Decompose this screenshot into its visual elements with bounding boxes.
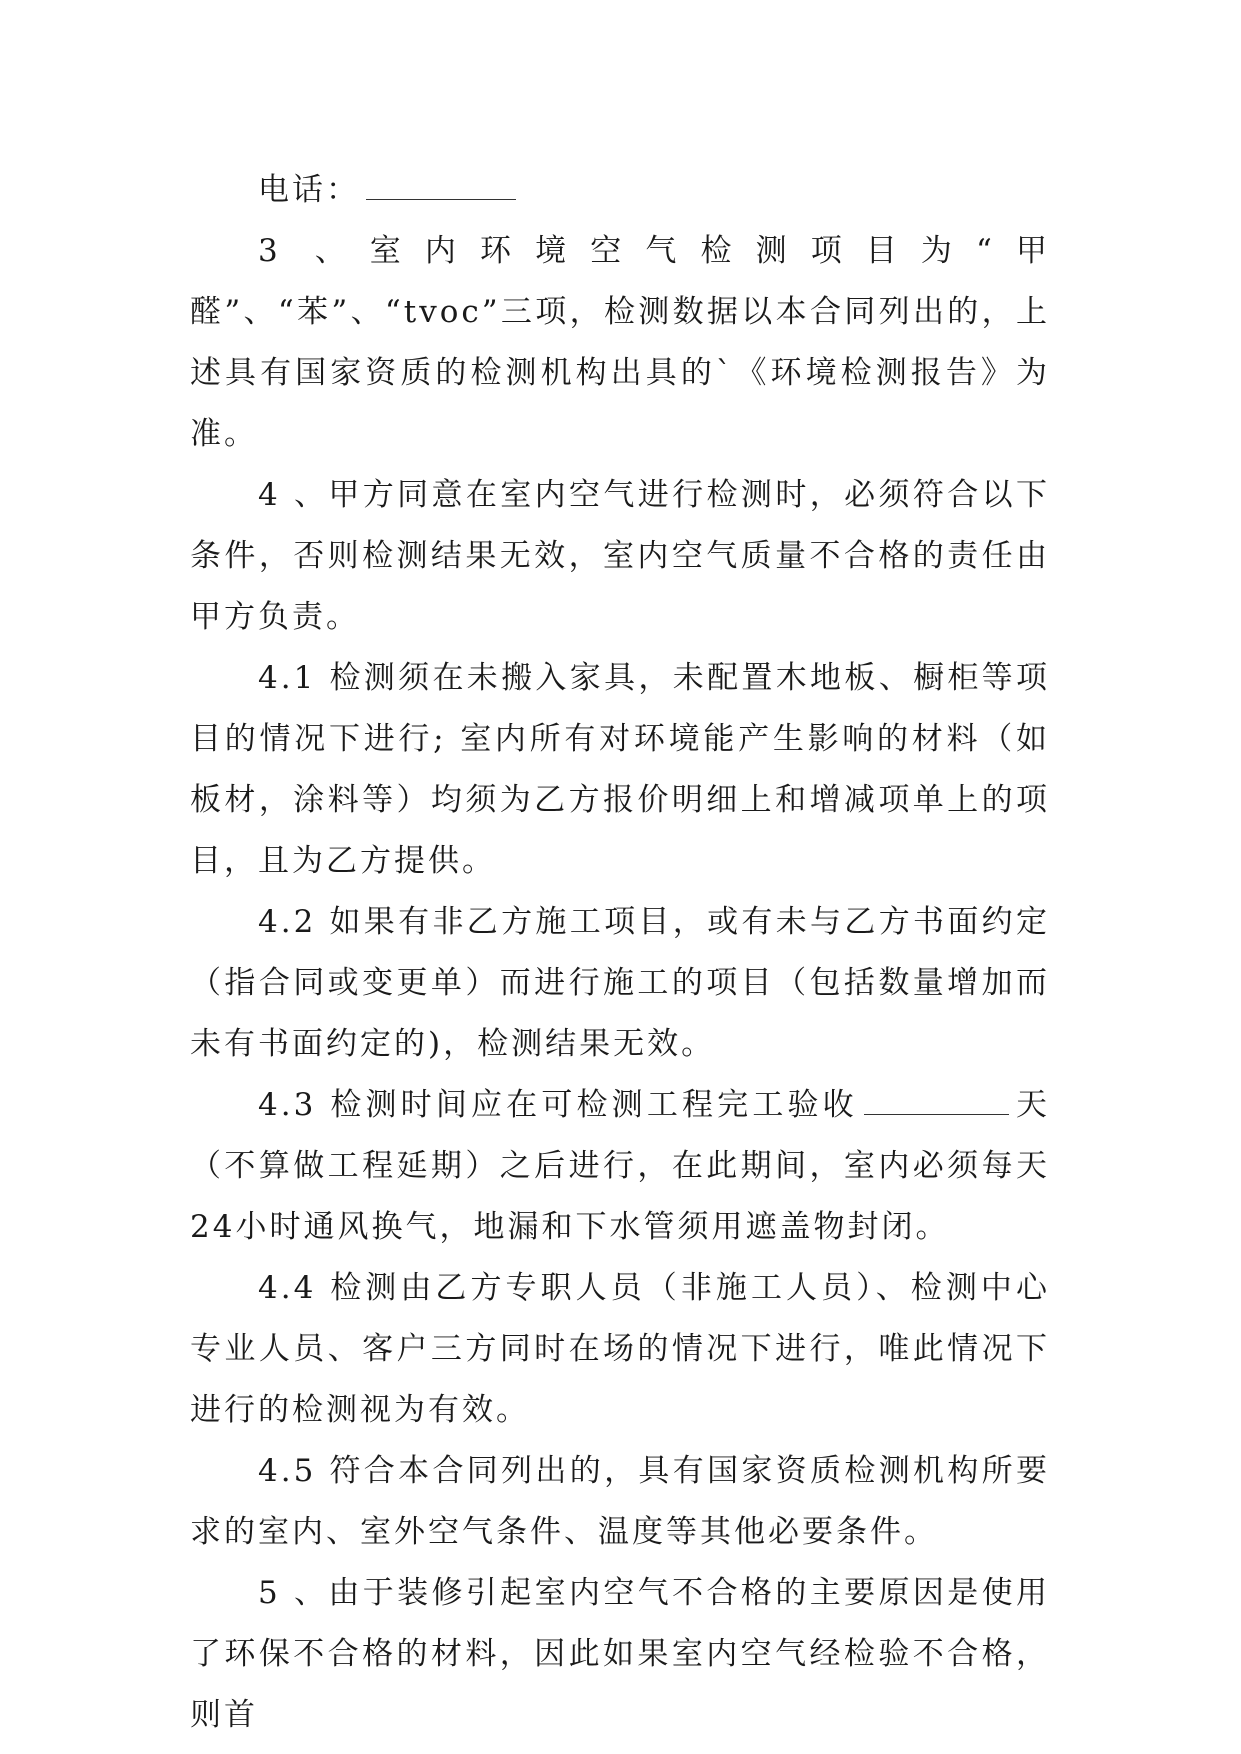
paragraph-5: 5 、由于装修引起室内空气不合格的主要原因是使用了环保不合格的材料，因此如果室内空气经检验不合格，则首 [190, 1575, 1050, 1733]
paragraph-4-1: 4.1 检测须在未搬入家具，未配置木地板、橱柜等项目的情况下进行; 室内所有对环境能产生影响的材料（如板材，涂料等）均须为乙方报价明细上和增减项单上的项目，且为乙方提供。 [190, 660, 1050, 879]
phone-line [190, 160, 1050, 221]
phone-label: 电话： [258, 172, 360, 208]
days-blank [864, 1092, 1009, 1115]
paragraph-4-3 [190, 1075, 1050, 1258]
paragraph-4-4: 4.4 检测由乙方专职人员（非施工人员）、检测中心专业人员、客户三方同时在场的情况下进行，唯此情况下进行的检测视为有效。 [190, 1270, 1050, 1428]
paragraph-3: 3 、室内环境空气检测项目为“甲醛”、“苯”、“tvoc”三项，检测数据以本合同列出的，上述具有国家资质的检测机构出具的`《环境检测报告》为准。 [190, 233, 1050, 452]
paragraph-4-5: 4.5 符合本合同列出的，具有国家资质检测机构所要求的室内、室外空气条件、温度等其他必要条件。 [190, 1453, 1050, 1550]
paragraph-4-2: 4.2 如果有非乙方施工项目，或有未与乙方书面约定（指合同或变更单）而进行施工的项目（包括数量增加而未有书面约定的)，检测结果无效。 [190, 904, 1050, 1062]
paragraph-4-3-after: 天（不算做工程延期）之后进行，在此期间，室内必须每天24小时通风换气，地漏和下水管须用遮盖物封闭。 [190, 1087, 1051, 1245]
document-body [190, 160, 1050, 1746]
paragraph-4-3-before: 4.3 检测时间应在可检测工程完工验收 [258, 1087, 858, 1123]
phone-blank [366, 177, 516, 200]
paragraph-4: 4 、甲方同意在室内空气进行检测时，必须符合以下条件，否则检测结果无效，室内空气质量不合格的责任由甲方负责。 [190, 477, 1050, 635]
